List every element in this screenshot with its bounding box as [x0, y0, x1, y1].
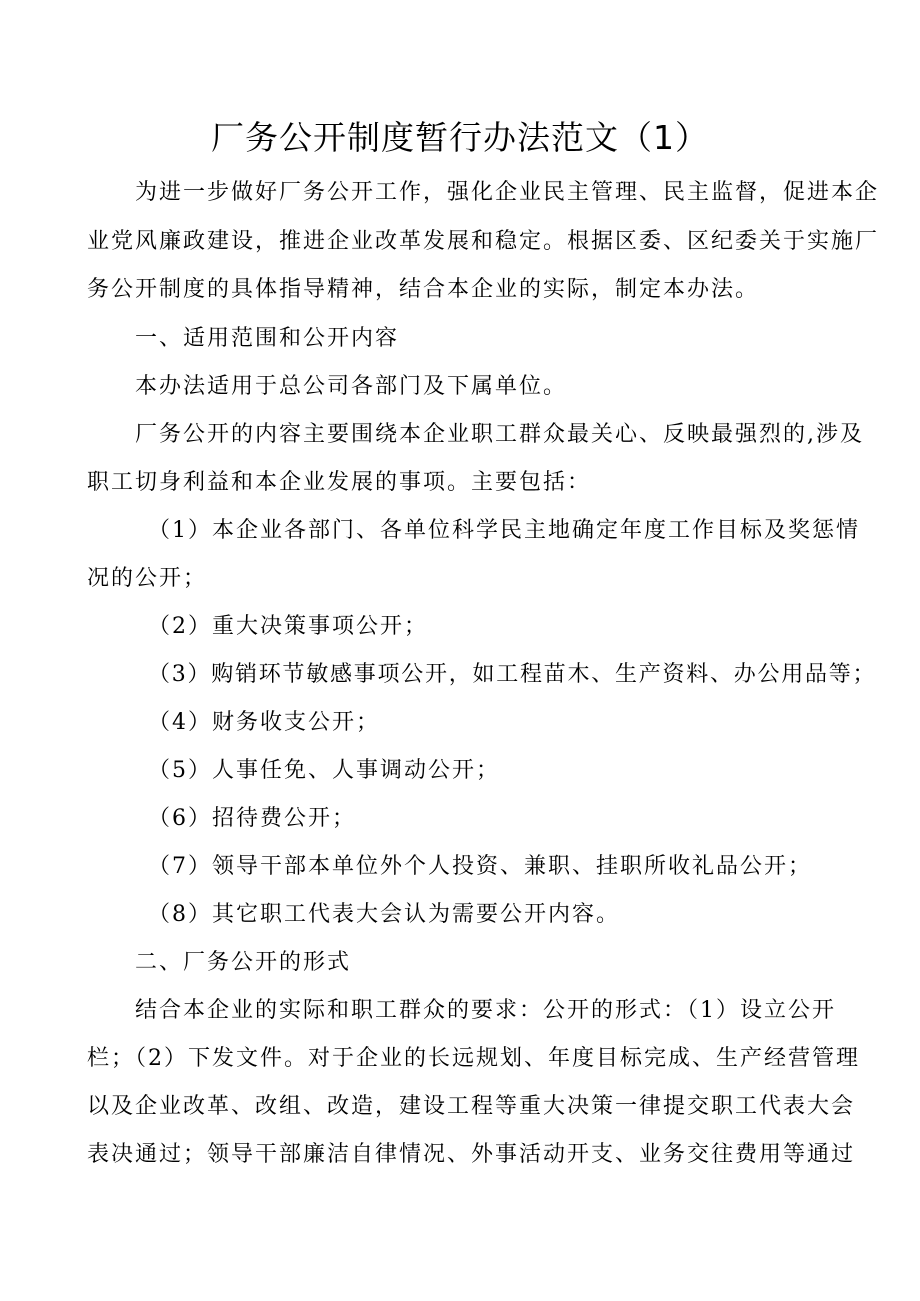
paragraph-intro-line-3: 务公开制度的具体指导精神，结合本企业的实际，制定本办法。: [87, 277, 760, 302]
list-item-1-line-1: （1）本企业各部门、各单位科学民主地确定年度工作目标及奖惩情: [148, 518, 860, 543]
paragraph-intro-line-1: 为进一步做好厂务公开工作，强化企业民主管理、民主监督，促进本企: [135, 180, 880, 205]
list-item-1-line-2: 况的公开；: [87, 566, 208, 591]
list-item-5: （5）人事任免、人事调动公开；: [148, 758, 500, 783]
paragraph-forms-line-1: 结合本企业的实际和职工群众的要求：公开的形式：（1）设立公开: [135, 998, 836, 1023]
paragraph-content-line-2: 职工切身利益和本企业发展的事项。主要包括：: [87, 470, 592, 495]
list-item-8: （8）其它职工代表大会认为需要公开内容。: [148, 902, 620, 927]
list-item-7: （7）领导干部本单位外个人投资、兼职、挂职所收礼品公开；: [148, 854, 812, 879]
list-item-2: （2）重大决策事项公开；: [148, 614, 428, 639]
paragraph-intro-line-2: 业党风廉政建设，推进企业改革发展和稳定。根据区委、区纪委关于实施厂: [87, 229, 880, 254]
paragraph-content-line-1: 厂务公开的内容主要围绕本企业职工群众最关心、反映最强烈的,涉及: [135, 422, 864, 447]
section-heading-scope: 一、适用范围和公开内容: [135, 326, 400, 351]
paragraph-forms-line-3: 以及企业改革、改组、改造，建设工程等重大决策一律提交职工代表大会: [87, 1094, 856, 1119]
list-item-3: （3）购销环节敏感事项公开，如工程苗木、生产资料、办公用品等；: [148, 662, 877, 687]
document-title: 厂务公开制度暂行办法范文（1）: [211, 118, 709, 157]
paragraph-scope: 本办法适用于总公司各部门及下属单位。: [135, 374, 568, 399]
paragraph-forms-line-4: 表决通过；领导干部廉洁自律情况、外事活动开支、业务交往费用等通过: [87, 1142, 856, 1167]
section-heading-forms: 二、厂务公开的形式: [135, 950, 352, 975]
list-item-6: （6）招待费公开；: [148, 806, 356, 831]
paragraph-forms-line-2: 栏；（2）下发文件。对于企业的长远规划、年度目标完成、生产经营管理: [87, 1046, 860, 1071]
list-item-4: （4）财务收支公开；: [148, 710, 380, 735]
